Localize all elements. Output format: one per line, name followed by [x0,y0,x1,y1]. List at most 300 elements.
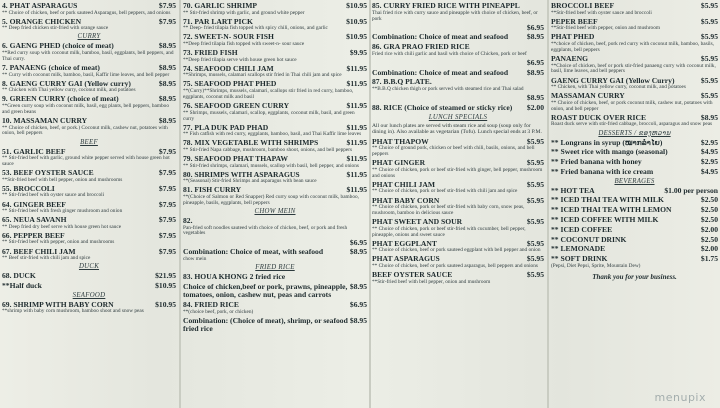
column-divider [547,0,549,408]
section-heading-label: DESSERTS / ຂອງຫວານ [598,129,671,137]
menu-item-description: ** Deep fried dry beef serve with house green hot sauce [2,223,122,230]
menu-item-name: PHAT CHILI JAM [372,180,436,189]
menu-item-price: $8.95 [158,78,176,88]
menu-item-name: 69. SHRIMP WITH BABY CORN [2,300,114,309]
menu-item-price: $7.95 [158,230,176,240]
menu-item [372,255,544,270]
menu-item-header [551,158,718,167]
menu-item-name: 86. GRA PRAO FRIED RICE [372,43,470,52]
menu-item [372,218,544,238]
menu-item-price: $10.95 [346,16,367,26]
menu-item-price: $5.95 [526,238,544,248]
menu-item-price: $8.95 [700,112,718,122]
menu-item-price: $7.95 [158,168,176,178]
menu-item-price: $4.95 [700,166,718,176]
menu-item-description: ** Choice of chicken, beef or pork sauteed asparagus, bell peppers and onions [372,263,538,269]
menu-item-header [551,206,718,215]
menu-item [183,102,367,122]
menu-item-name: 81. FISH CURRY [183,186,242,195]
menu-item-header [2,282,176,291]
menu-item-header [551,236,718,245]
menu-item-header [372,59,544,68]
menu-item-description: ** Choice of chicken, beef, or pork.) Coconut milk, cashew nut, potatoes with onion, bell peppers [2,124,168,137]
menu-item-name: PHAT THAPOW [372,137,429,146]
menu-column-1 [2,2,176,406]
menu-item-description: ** Choice of chicken, pork or beef stir-fried with ginger, bell pepper, mushroom and onions [372,166,543,179]
menu-item-price: $2.00 [526,102,544,112]
menu-item-name: ** Fried banana with honey [551,158,642,167]
menu-item-header [551,148,718,157]
menu-item [372,271,544,286]
menu-item-name: ** ICED THAI TEA WITH MILK [551,196,664,205]
menu-item-price: $5.95 [526,179,544,189]
menu-item-price: $2.00 [700,244,718,254]
menu-item-header [551,168,718,177]
menu-item [2,18,176,33]
section-heading [551,178,718,186]
menu-item-description: ** Stir-fried beef with pepper, onion and mushrooms [2,239,115,246]
menu-item [372,181,544,196]
lunch-special-note: All our lunch plates are served with steam rice and soup (soup only for dining in). Also available as vegetarian (Tofu). Lunch special ends at 3 P.M. [372,122,542,136]
menu-item-header [183,239,367,248]
menu-item-header [551,245,718,254]
menu-item [551,158,718,167]
section-heading-label: LUNCH SPECIALS [428,113,488,121]
menu-item-name: ** HOT TEA [551,186,595,195]
menu-item [183,155,367,170]
menu-item-price: $8.95 [526,93,544,103]
menu-item-description: ** Chicken with Thai yellow curry, coconut milk, and potatoes [2,87,136,94]
menu-item-name: 75. SEAFOOD PHAT PHED [183,80,277,89]
menu-item [551,55,718,75]
menu-item-name: 6. GAENG PHED (choice of meat) [2,42,114,51]
menu-item-description: ** Shrimps, mussels, calamari, scallop, eggplants, coconut milk, basil, and green curry [183,109,355,122]
menu-item-name: Combination: Choice of meat and seafood [372,68,509,77]
menu-item-name: 66. PEPPER BEEF [2,231,65,240]
menu-item [372,159,544,179]
menu-item-name: 68. DUCK [2,272,36,281]
menu-item-description: **(Curry)**Shrimps, mussels, calamari, scallops stir fried in red curry, bamboo, eggplants, coconut milk and basil [183,88,354,100]
menu-item-price: $2.50 [700,205,718,215]
menu-item [551,168,718,177]
menu-item [183,317,367,334]
menu-item [372,69,544,78]
menu-item-price: $8.95 [158,41,176,51]
menu-item-description: **Stir-fried beef with oyster sauce and broccoli [551,9,652,16]
menu-item [183,301,367,316]
menu-item-header [372,94,544,103]
menu-item [2,148,176,168]
menu-item-price: $2.95 [700,157,718,167]
menu-item-name: 55. BROCCOLI [2,184,55,193]
menu-item-price: $5.95 [526,195,544,205]
section-heading-label: DUCK [78,263,100,271]
section-heading-label: CURRY [77,33,101,41]
menu-item-price: $7.95 [158,199,176,209]
menu-item-name: 5. ORANGE CHICKEN [2,17,82,26]
menu-item-description: ** Choice of chicken, pork or beef stir-fried with cucumber, bell pepper, pineapple, onions and sweet sauce [372,225,526,238]
menu-item-price: $7.95 [158,146,176,156]
section-heading-label: BEVERAGES [614,177,655,185]
menu-item-name: Choice of chicken,beef or pork, prawns, pineapple, tomatoes, onion, cashew nut, peas and carrots [183,282,348,300]
menu-item [551,148,718,157]
menu-item-name: 67. BEEF CHILI JAM [2,247,76,256]
menu-item [551,2,718,17]
menu-item-price: $2.50 [700,195,718,205]
menu-item-header [551,226,718,235]
menu-item-price: $11.95 [346,154,367,163]
menu-item-price: $6.95 [526,57,544,67]
menu-item-price: $11.95 [346,185,367,195]
menu-item-description: ** Stir-fried beef with fresh ginger mushroom and onion [2,208,123,215]
menu-item [183,139,367,154]
menu-item [551,255,718,270]
menu-item-price: $11.95 [346,138,367,148]
menu-column-3 [372,2,544,406]
menu-item [183,33,367,48]
menu-item-header [372,24,544,33]
menu-item-description: ** Deep fried chicken stir-fried with orange sauce [2,25,109,32]
menu-item-description: **choice of chicken, beef, pork red curry with coconut milk, bamboo, basils, eggplants, bell peppers [551,40,714,53]
menu-item-price: $11.95 [346,101,367,111]
menu-item-name: ** COCONUT DRINK [551,235,627,244]
menu-item [183,283,367,300]
menu-item [372,78,544,93]
menu-item-name: ** ICED COFFEE WITH MILK [551,216,659,224]
menu-item-name: 79. SEAFOOD PHAT THAPAW [183,155,288,163]
menu-item-name: ** ICED COFFEE [551,225,613,234]
menu-item-description: ** Stir-fried beef with oyster sauce and broccoli [2,192,105,199]
menu-item-name: ** LEMONADE [551,245,606,254]
menu-item-price: $10.95 [346,2,367,10]
menu-item-name [372,59,525,68]
menu-item [183,18,367,33]
menu-item-price: $8.95 [349,281,367,291]
section-heading [2,139,176,147]
menu-item-name: 72. SWEET-N- SOUR FISH [183,33,274,42]
section-heading [551,130,718,138]
menu-item-name: ** Longrans in syrup (ໝາກລຳໄຍ) [551,138,663,147]
menu-item-name: ** ICED THAI TEA WITH LEMON [551,206,672,215]
menu-item-price: $7.95 [158,183,176,193]
menu-item [2,216,176,231]
menu-item-name: 82. [183,216,193,225]
menu-item-price: $5.95 [526,136,544,146]
menu-item [551,92,718,112]
menu-item-name: PHAT EGGPLANT [372,239,437,248]
menu-item-name: PANAENG [551,54,588,63]
menu-item-description: ** Beef stir-fried with chili jam and spice [2,255,91,262]
menu-item-header [551,139,718,148]
menu-item-name: 77. PLA DUK PAD PHAD [183,123,269,132]
menu-item-name: ** Fried banana with ice cream [551,167,654,176]
menu-item-name: 76. SEAFOOD GREEN CURRY [183,102,290,111]
menu-item-price: $7.95 [158,2,176,10]
menu-item-price: $5.95 [526,217,544,227]
menu-item-header [183,317,367,334]
menu-item-name: 83. HOUA KHONG 2 fried rice [183,273,286,282]
menu-item-price: $7.95 [158,246,176,256]
menu-item-header [551,216,718,225]
menu-item [2,2,176,17]
menu-item-name: 85. CURRY FRIED RICE WITH PINEAPPL [372,2,520,10]
menu-item-name: PHAT ASPARAGUS [372,255,440,264]
menu-item-price: $11.95 [346,122,367,132]
menu-item-price: $8.95 [349,315,367,325]
menu-item [551,216,718,225]
menu-item-name: 78. MIX VEGETABLE WITH SHRIMPS [183,139,319,148]
menu-item-name: 8. GAENG CURRY GAI (Yellow curry) [2,79,131,88]
menu-item-description: ** Choice of chicken, beef, or pork coconut milk, cashew nut, potatoes with onion, and bell pepper [551,99,713,112]
menu-item-description: ** Stir-fried shrimp with garlic, and ground white pepper [183,9,305,16]
menu-item-price: $5.95 [526,254,544,264]
menu-item-price: $2.50 [700,215,718,224]
menu-item-price: $5.95 [700,16,718,26]
menu-item-price: $7.95 [158,215,176,225]
menu-item-name: BROCCOLI BEEF [551,2,615,10]
menu-item [551,18,718,33]
menu-item-description: (Pepsi, Diet Pepsi, Sprite, Mountain Dew) [551,262,641,269]
menu-item-name: 87. B.B.Q PLATE. [372,78,432,87]
menu-item-name: 74. SEAFOOD CHILI JAM [183,64,274,73]
menu-item-description: **Green curry soup with coconut milk, basil, egg plants, bell peppers, bamboo and green beans [2,102,169,115]
menu-item-price: $10.95 [155,299,176,309]
menu-item-price: $11.95 [346,79,367,89]
menu-item-header [551,187,718,196]
menu-item [372,33,544,42]
menu-item [372,43,544,58]
menu-item [551,245,718,254]
menu-item-name: PHAT PHED [551,33,595,42]
menu-item-description: Pan-fried soft noodles sauteed with choice of chicken, beef, or pork and fresh vegetables [183,224,348,237]
menu-item-name: 80. SHRIMPS WITH ASPARAGUS [183,170,300,179]
menu-item-name: GAENG CURRY GAI (Yellow Curry) [551,76,675,85]
menu-item [372,59,544,68]
menu-item-price: $5.95 [700,32,718,42]
menu-item-name: 64. GINGER BEEF [2,200,66,209]
menu-item [183,248,367,263]
menu-item [551,196,718,205]
section-heading-label: CHOW MEIN [254,207,296,215]
menu-item-price: $8.95 [349,247,367,257]
menu-item-description: ** Choice of chicken, pork or beef stir-fried with baby corn, snow peas, mushroom, bamboo in delicious sauce [372,204,525,217]
menu-item [2,80,176,95]
menu-item-description: **Choice of chicken, beef or pork stir-fried panaeng curry with coconut milk, basil, lime leaves, and bell peppers [551,62,716,75]
menu-item [183,2,367,17]
menu-item-price: $8.95 [158,94,176,104]
menu-item-description: ** Stir-fried Napa cabbage, mushroom, bamboo shoot, onions, and bell peppers [183,146,353,153]
menu-item-description: **Stir-fried beef with bell pepper, onion and mushrooms [2,176,123,183]
menu-item-name: ROAST DUCK OVER RICE [551,113,647,122]
menu-item [2,232,176,247]
menu-item-description: ** Fish catfish with red curry, eggplants, bamboo, basil, and Thai Kaffir lime leaves [183,131,362,138]
menu-item-name: PHAT GINGER [372,159,426,168]
menu-item-description: chow mein [183,255,207,262]
menu-item-price: $6.95 [526,22,544,32]
menu-item-description: **Deep fried tilapia serve with house green hot sauce [183,56,297,63]
menu-item-price [542,78,544,87]
menu-item [372,24,544,33]
menu-item-price: $8.95 [526,67,544,77]
menu-item-description: ** Deep- fried tilapia fish topped with spicy chili, onions, and garlic [183,25,328,32]
menu-column-4 [551,2,718,406]
menu-item-price: $5.95 [700,75,718,85]
menu-item-name: ** SOFT DRINK [551,255,608,264]
menu-item [183,217,367,237]
menu-item [2,272,176,281]
menu-item [372,104,544,113]
menu-item-description: **(Choice of Salmon or Red Snapper) Red curry soup with coconut milk, bamboo, pineapple, basils, eggplants, bell peppers [183,193,359,206]
menu-column-2 [183,2,367,406]
menu-item-description: ** Stir-fried shrimps, calamari, mussels, scallop with basil, bell pepper, and onions [183,162,359,169]
menu-item [2,301,176,316]
menu-item [551,206,718,215]
menu-item-description: **Red curry soup with coconut milk, bamboo, basil, eggplants, bell peppers, and Thai curry. [2,49,174,62]
section-heading [2,292,176,300]
menu-item-name: MASSAMAN CURRY [551,92,625,101]
menu-item-price: $7.95 [158,16,176,26]
section-heading [372,114,544,122]
menu-item-description: Thai fried rice with curry sauce and pineapple with choice of chicken, beef, or pork [372,9,538,22]
menu-item [372,2,544,22]
menu-item [183,49,367,64]
menu-item-description: ** Choice of chicken, beef or pork sauteed eggplant with bell pepper and onion [372,247,541,254]
column-divider [179,0,181,408]
menu-item-price [365,217,367,226]
menu-item [183,171,367,186]
section-heading [2,263,176,271]
menu-item [2,282,176,291]
menupix-watermark: menupix [654,391,706,404]
menu-item-header [372,33,544,42]
section-heading [183,208,367,216]
menu-item-header [372,104,544,113]
menu-item [372,94,544,103]
menu-item-header [183,248,367,257]
menu-item-description: ** Choice of ground pork, chicken or beef with chili, basils, onions, and bell peppers [372,145,535,158]
menu-item-description: **B.B.Q chicken thigh or pork served with steamed rice and Thai salad [372,86,524,92]
menu-item [551,139,718,148]
menu-item-name: 84. FRIED RICE [183,301,239,310]
menu-item-header [551,196,718,205]
menu-item [2,201,176,216]
menu-item-price: $11.95 [346,169,367,179]
menu-item-name: **Half duck [2,282,42,291]
menu-item-name: 9. GREEN CURRY (choice of meat) [2,95,119,104]
menu-item-header [183,283,367,300]
menu-item-price: $5.95 [700,91,718,101]
menu-item-description: **Stir-fried beef with bell pepper, onion and mushroom [372,278,491,285]
menu-item [2,185,176,200]
menu-item-name: Combination: Choice of meat, with seafood [183,248,324,257]
menu-item-name: 65. NEUA SAVANH [2,216,67,225]
menu-item-name: Combination: (Choice of meat), shrimp, or seafood fried rice [183,316,348,334]
menu-item-price: $21.95 [155,271,176,281]
menu-item [183,239,367,248]
menu-item [551,236,718,245]
menu-item [2,248,176,263]
menu-item-description: **Deep fried tilapia fish topped with sweet-n- sour sauce [183,40,305,47]
menu-item [183,273,367,282]
menu-item-price: $2.50 [700,234,718,244]
menu-item-price [542,2,544,11]
menu-item-price: $5.95 [700,2,718,10]
menu-item-name [372,24,525,33]
section-heading-label: FRIED RICE [255,264,295,272]
menu-item-description: Fried rice with chili garlic and basil with choice of Chicken, pork or beef [372,50,527,57]
menu-item-name: 88. RICE (Choice of steamed or sticky rice) [372,103,513,112]
section-heading-label: BEEF [80,138,98,146]
menu-item [2,64,176,79]
menu-item-header [183,273,367,282]
menu-item [372,138,544,158]
menu-item-description: ** Stir-fried beef with garlic, ground white pepper served with house green hot sauce [2,155,170,168]
menu-item [551,114,718,129]
menu-item [2,169,176,184]
menu-item [2,117,176,137]
menu-item-name: 70. GARLIC SHRIMP [183,2,258,10]
menu-item [183,124,367,139]
menu-item-description: ** Choice of chicken, pork or beef stir-fried with chili jam and spice [372,188,518,195]
menu-item-name: BEEF OYSTER SAUCE [372,271,453,280]
menu-item [551,226,718,235]
menu-item-header [2,272,176,281]
menu-item-price: $10.95 [155,281,176,291]
menu-item-price: $8.95 [158,62,176,72]
menu-item-price: $1.00 per person [664,185,718,195]
menu-item [2,95,176,115]
menu-item-name: 4. PHAT ASPARAGUS [2,2,78,10]
menu-item [183,186,367,206]
menu-item-name: 10. MASSAMAN CURRY [2,116,88,125]
menu-item-description: **Shrimps, mussels, calamari scallops stir fried in Thai chili jam and spice [183,72,342,79]
menu-item [183,80,367,100]
menu-item-name: 53. BEEF OYSTER SAUCE [2,169,94,178]
menu-item-price: $10.95 [346,32,367,42]
section-heading [2,33,176,41]
menu-item-name: 71. PAR LART PICK [183,17,253,26]
menu-item-name: 51. GARLIC BEEF [2,147,66,156]
menu-item-name: ** Sweet rice with mango (seasonal) [551,148,668,157]
menu-item-description: ** Choice of chicken, beef or pork sauteed Asparagus, bell peppers, and onions [2,9,171,16]
menu-item-price: $6.95 [349,237,367,247]
section-heading [183,264,367,272]
menu-item-price: $8.95 [158,115,176,125]
menu-item-price: $4.95 [700,147,718,157]
menu-item-description: **Stir-fried beef with pepper, onion and mushroom [551,25,660,32]
menu-item-price [542,43,544,52]
menu-item [372,240,544,255]
section-heading-label: SEAFOOD [72,291,106,299]
menu-item-price: $6.95 [349,300,367,310]
menu-item-price: $5.95 [700,53,718,63]
menu-item-name: 73. FRIED FISH [183,49,238,58]
menu-item [551,77,718,92]
column-divider [369,0,371,408]
menu-item [2,42,176,62]
menu-item-header [372,69,544,78]
menu-item-name: PHAT BABY CORN [372,196,440,205]
menu-item-price: $8.95 [526,32,544,42]
menu-item-price: $9.95 [349,48,367,58]
menu-item-description: ** Curry with coconut milk, bamboo, basil, Kaffir lime leaves, and bell pepper [2,71,170,78]
menu-item-description: **(Seasonal) Stir-fried Shrimps and asparagus with bean sauce [183,178,317,185]
menu-item-name: 7. PANAENG (choice of meat) [2,63,100,72]
menu-item-price: $11.95 [346,63,367,73]
menu-item-price: $1.75 [700,254,718,264]
menu-item-description: Roast duck serve with stir-fried cabbage, broccoli, asparagus and snow peas [551,121,713,128]
menu-item-name: Combination: Choice of meat and seafood [372,33,509,42]
